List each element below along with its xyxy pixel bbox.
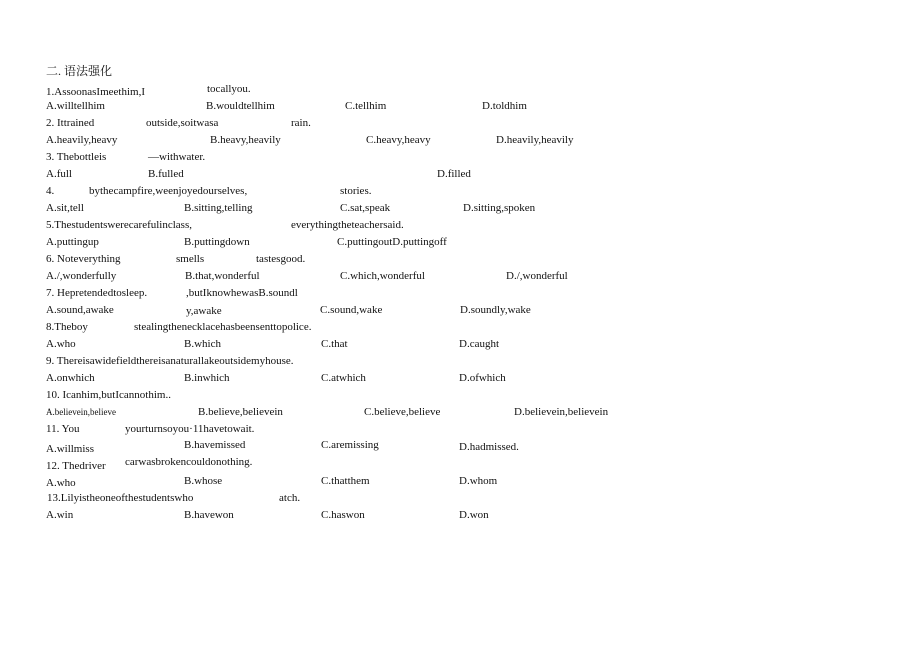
- question-13-stem-part-2: atch.: [279, 492, 301, 504]
- question-4-option-a: A.sit,tell: [46, 202, 84, 214]
- question-11-stem-part-2: yourturnsoyou·11havetowait.: [125, 423, 255, 435]
- question-8-stem-part-1: 8.Theboy: [46, 321, 88, 333]
- question-10-option-a: A.believein,believe: [46, 407, 116, 417]
- question-13-option-d: D.won: [459, 509, 489, 521]
- question-3-option-a: A.full: [46, 168, 72, 180]
- question-2-option-d: D.heavily,heavily: [496, 134, 574, 146]
- question-7-stem-part-2: ,butIknowhewasB.soundl: [186, 287, 298, 299]
- question-2-option-a: A.heavily,heavy: [46, 134, 118, 146]
- question-12-option-c: C.thatthem: [321, 475, 370, 487]
- question-13-option-a: A.win: [46, 509, 74, 521]
- question-5-stem-part-2: everythingtheteachersaid.: [291, 219, 404, 231]
- question-3-stem-part-2: —withwater.: [148, 151, 206, 163]
- question-7-stem-part-1: 7. Hepretendedtosleep.: [46, 287, 148, 299]
- question-13-option-b: B.havewon: [184, 509, 234, 521]
- question-10-option-c: C.believe,believe: [364, 406, 441, 418]
- question-9-stem: 9. Thereisawidefieldthereisanaturallakeoutsidemyhouse.: [46, 355, 294, 367]
- question-4-option-c: C.sat,speak: [340, 202, 391, 214]
- question-11-option-c: C.aremissing: [321, 439, 379, 451]
- question-6-stem-part-1: 6. Noteverything: [46, 253, 121, 265]
- question-10-stem: 10. Icanhim,butIcannothim..: [46, 389, 171, 401]
- question-4-stem-part-2: bythecampfire,weenjoyedourselves,: [89, 185, 248, 197]
- question-4-stem-part-1: 4.: [46, 185, 55, 197]
- question-11-stem-part-1: 11. You: [46, 423, 80, 435]
- question-9-option-a: A.onwhich: [46, 372, 95, 384]
- question-6-option-d: D./,wonderful: [506, 270, 568, 282]
- question-8-option-d: D.caught: [459, 338, 500, 350]
- question-6-option-c: C.which,wonderful: [340, 270, 425, 282]
- question-9-option-d: D.ofwhich: [459, 372, 506, 384]
- question-6-stem-part-2: smells: [176, 253, 205, 265]
- question-3-stem-part-1: 3. Thebottleis: [46, 151, 107, 163]
- question-12-option-b: B.whose: [184, 475, 223, 487]
- question-1-option-d: D.toldhim: [482, 100, 527, 112]
- question-5-stem-part-1: 5.Thestudentswerecarefulinclass,: [46, 219, 192, 231]
- question-11-option-a: A.willmiss: [46, 443, 94, 455]
- question-4-option-b: B.sitting,telling: [184, 202, 253, 214]
- question-11-option-b: B.havemissed: [184, 439, 246, 451]
- question-7-option-c: C.sound,wake: [320, 304, 383, 316]
- question-12-option-a: A.who: [46, 477, 76, 489]
- question-1-option-c: C.tellhim: [345, 100, 387, 112]
- question-8-option-c: C.that: [321, 338, 348, 350]
- question-8-option-a: A.who: [46, 338, 76, 350]
- question-7-stem-part-3: y,awake: [186, 305, 222, 317]
- question-2-option-b: B.heavy,heavily: [210, 134, 281, 146]
- question-1-stem-part-1: 1.AssoonasImeethim,I: [46, 86, 145, 98]
- question-2-stem-part-1: 2. Ittrained: [46, 117, 95, 129]
- question-5-option-a: A.puttingup: [46, 236, 99, 248]
- question-1-option-a: A.willtellhim: [46, 100, 105, 112]
- question-2-stem-part-3: rain.: [291, 117, 311, 129]
- question-10-option-b: B.believe,believein: [198, 406, 283, 418]
- question-4-stem-part-3: stories.: [340, 185, 372, 197]
- question-2-stem-part-2: outside,soitwasa: [146, 117, 219, 129]
- question-1-stem-part-2: tocallyou.: [207, 83, 251, 95]
- question-7-option-a: A.sound,awake: [46, 304, 114, 316]
- question-3-option-d: D.filled: [437, 168, 471, 180]
- question-3-option-b: B.fulled: [148, 168, 184, 180]
- question-9-option-c: C.atwhich: [321, 372, 366, 384]
- question-10-option-d: D.believein,believein: [514, 406, 609, 418]
- question-12-stem-part-1: 12. Thedriver: [46, 460, 106, 472]
- question-12-option-d: D.whom: [459, 475, 498, 487]
- question-6-option-a: A./,wonderfully: [46, 270, 117, 282]
- question-2-option-c: C.heavy,heavy: [366, 134, 431, 146]
- question-8-stem-part-2: stealingthenecklacehasbeensenttopolice.: [134, 321, 312, 333]
- question-9-option-b: B.inwhich: [184, 372, 230, 384]
- question-7-option-d: D.soundly,wake: [460, 304, 531, 316]
- question-6-option-b: B.that,wonderful: [185, 270, 260, 282]
- question-13-option-c: C.haswon: [321, 509, 365, 521]
- question-12-stem-part-2: carwasbrokencouldonothing.: [125, 456, 253, 468]
- section-heading: 二. 语法强化: [46, 64, 113, 78]
- question-4-option-d: D.sitting,spoken: [463, 202, 536, 214]
- question-13-stem-part-1: 13.Lilyistheoneofthestudentswho: [47, 492, 194, 504]
- question-1-option-b: B.wouldtellhim: [206, 100, 275, 112]
- question-5-option-b: B.puttingdown: [184, 236, 250, 248]
- question-8-option-b: B.which: [184, 338, 221, 350]
- question-11-option-d: D.hadmissed.: [459, 441, 519, 453]
- question-5-option-c-d: C.puttingoutD.puttingoff: [337, 236, 447, 248]
- question-6-stem-part-3: tastesgood.: [256, 253, 306, 265]
